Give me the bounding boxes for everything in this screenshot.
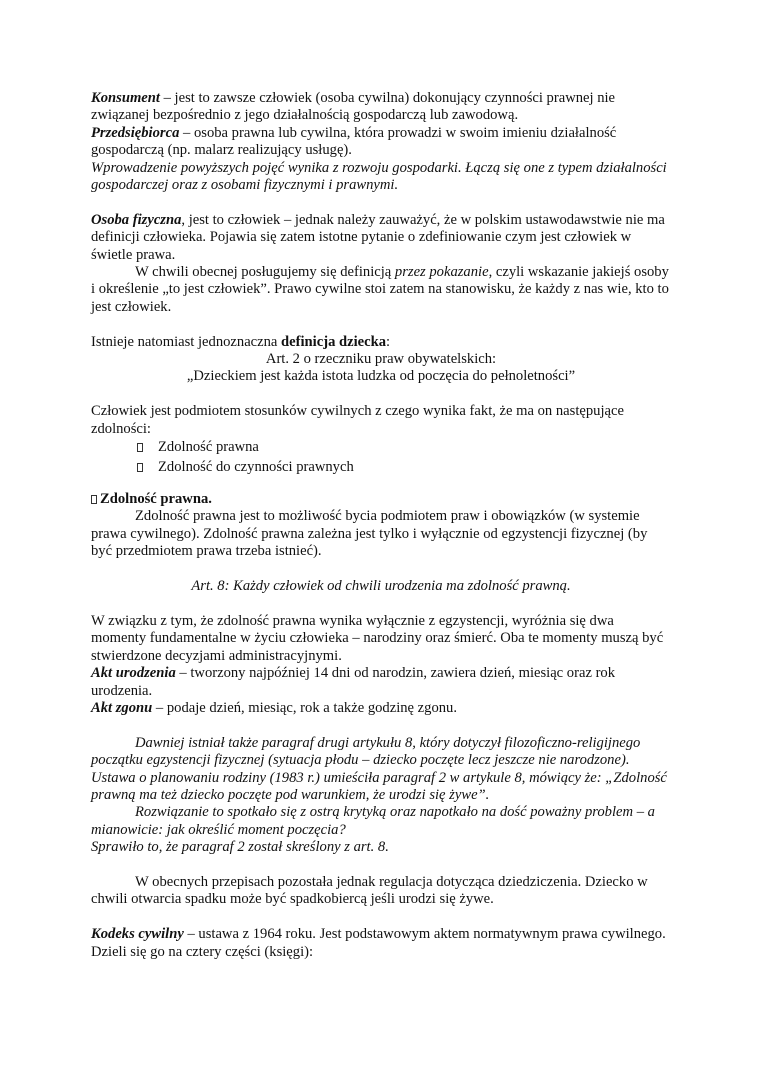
list-item (137, 458, 671, 478)
list-item-label: Zdolność do czynności prawnych (158, 458, 354, 475)
definition-text: – ustawa z 1964 roku. Jest podstawowym aktem normatywnym prawa cywilnego. Dzieli się go na cztery części (księgi): (91, 926, 666, 960)
text-span: W chwili obecnej posługujemy się definicją (135, 264, 395, 281)
term-konsument: Konsument (91, 90, 160, 106)
bullet-list (91, 438, 671, 477)
spacer (91, 316, 671, 333)
spacer (91, 561, 671, 578)
text-span: , czyli wskazanie jakiejś osoby i określenie „to jest człowiek”. Prawo cywilne stoi zatem na stanowisku, że każdy z nas wie, kto to jest człowiek. (91, 264, 669, 315)
definition-akt-urodzenia (91, 665, 671, 700)
list-item (137, 438, 671, 458)
quote-article-2: Art. 2 o rzeczniku praw obywatelskich: (265, 351, 497, 368)
text-span: Istnieje natomiast jednoznaczna (91, 333, 282, 350)
definition-text: – jest to zawsze człowiek (osoba cywilna) dokonujący czynności prawnej nie związanej bezpośrednio z jego działalnością gospodarczą lub zawodową. (91, 90, 616, 124)
term-kodeks-cywilny: Kodeks cywilny (91, 926, 184, 943)
section-heading-text: Zdolność prawna. (100, 491, 212, 508)
definition-osoba-fizyczna (91, 212, 671, 264)
definition-text: – osoba prawna lub cywilna, która prowadzi w swoim imieniu działalność gospodarczą (np. malarz realizujący usługę). (91, 124, 617, 159)
document-body (91, 90, 671, 961)
italic-paragraph-history: Dawniej istniał także paragraf drugi artykułu 8, który dotyczył filozoficzno-religijnego początku egzystencji fizycznej (sytuacja płodu – dziecko poczęte lecz jeszcze nie narodzone). Ustawa o planowaniu rodziny (1983 r.) umieściła paragraf 2 w artykule 8, mówiący że: „Zdolność prawną ma też dziecko poczęte pod warunkiem, że urodzi się żywe”. (91, 734, 667, 803)
definition-text: – tworzony najpóźniej 14 dni od narodzin, zawiera dzień, miesiąc oraz rok urodzenia. (91, 665, 616, 699)
definition-text: – podaje dzień, miesiąc, rok a także godzinę zgonu. (152, 699, 457, 716)
paragraph-zdolnosc-prawna: Zdolność prawna jest to możliwość bycia podmiotem praw i obowiązków (w systemie prawa cywilnego). Zdolność prawna zależna jest tylko i wyłącznie od egzystencji fizycznej (by być przedmiotem prawa trzeba istnieć). (91, 508, 648, 560)
list-item-label: Zdolność prawna (158, 439, 259, 456)
spacer (91, 596, 671, 613)
spacer (91, 194, 671, 211)
spacer (91, 477, 671, 491)
definition-kodeks-cywilny (91, 926, 671, 961)
definition-konsument (91, 90, 671, 125)
spacer (91, 717, 671, 734)
definition-przedsiebiorca (91, 125, 671, 160)
paragraph-momenty-fundamentalne: W związku z tym, że zdolność prawna wynika wyłącznie z egzystencji, wyróżnia się dwa momenty fundamentalne w życiu człowieka – narodziny oraz śmierć. Oba te momenty muszą być stwierdzone decyzjami administracyjnymi. (91, 612, 664, 664)
paragraph-zdolnosci: Człowiek jest podmiotem stosunków cywilnych z czego wynika fakt, że ma on następujące zdolności: (91, 403, 624, 437)
bullet-icon (137, 443, 143, 452)
text-span: : (386, 333, 391, 350)
italic-phrase: przez pokazanie (394, 264, 489, 281)
bullet-icon (91, 495, 97, 504)
spacer (91, 857, 671, 874)
bold-phrase: definicja dziecka (281, 333, 387, 350)
section-heading (91, 491, 671, 508)
italic-paragraph-criticism: Rozwiązanie to spotkało się z ostrą krytyką oraz napotkało na dość poważny problem – a mianowicie: jak określić moment poczęcia? (91, 804, 655, 838)
term-akt-zgonu: Akt zgonu (91, 699, 153, 716)
paragraph-definicja-przez-pokazanie (91, 264, 671, 316)
definition-text: , jest to człowiek – jednak należy zauważyć, że w polskim ustawodawstwie nie ma definicji człowieka. Pojawia się zatem istotne pytanie o zdefiniowanie czym jest człowiek w świetle prawa. (91, 211, 665, 263)
italic-paragraph-removal: Sprawiło to, że paragraf 2 został skreślony z art. 8. (91, 839, 389, 856)
definition-akt-zgonu (91, 700, 671, 717)
term-osoba-fizyczna: Osoba fizyczna (91, 211, 182, 228)
spacer (91, 386, 671, 403)
bullet-icon (137, 463, 143, 472)
spacer (91, 909, 671, 926)
term-akt-urodzenia: Akt urodzenia (91, 665, 176, 682)
term-przedsiebiorca: Przedsiębiorca (91, 124, 180, 141)
quote-definition: „Dzieckiem jest każda istota ludzka od poczęcia do pełnoletności” (186, 368, 576, 385)
note-paragraph: Wprowadzenie powyższych pojęć wynika z rozwoju gospodarki. Łączą się one z typem działalności gospodarczej oraz z osobami fizycznymi i prawnymi. (91, 159, 667, 194)
quote-article-8: Art. 8: Każdy człowiek od chwili urodzenia ma zdolność prawną. (191, 578, 571, 595)
paragraph-dziedziczenie: W obecnych przepisach pozostała jednak regulacja dotycząca dziedziczenia. Dziecko w chwili otwarcia spadku może być spadkobiercą jeśli urodzi się żywe. (91, 873, 648, 908)
paragraph-definicja-dziecka (91, 334, 671, 351)
